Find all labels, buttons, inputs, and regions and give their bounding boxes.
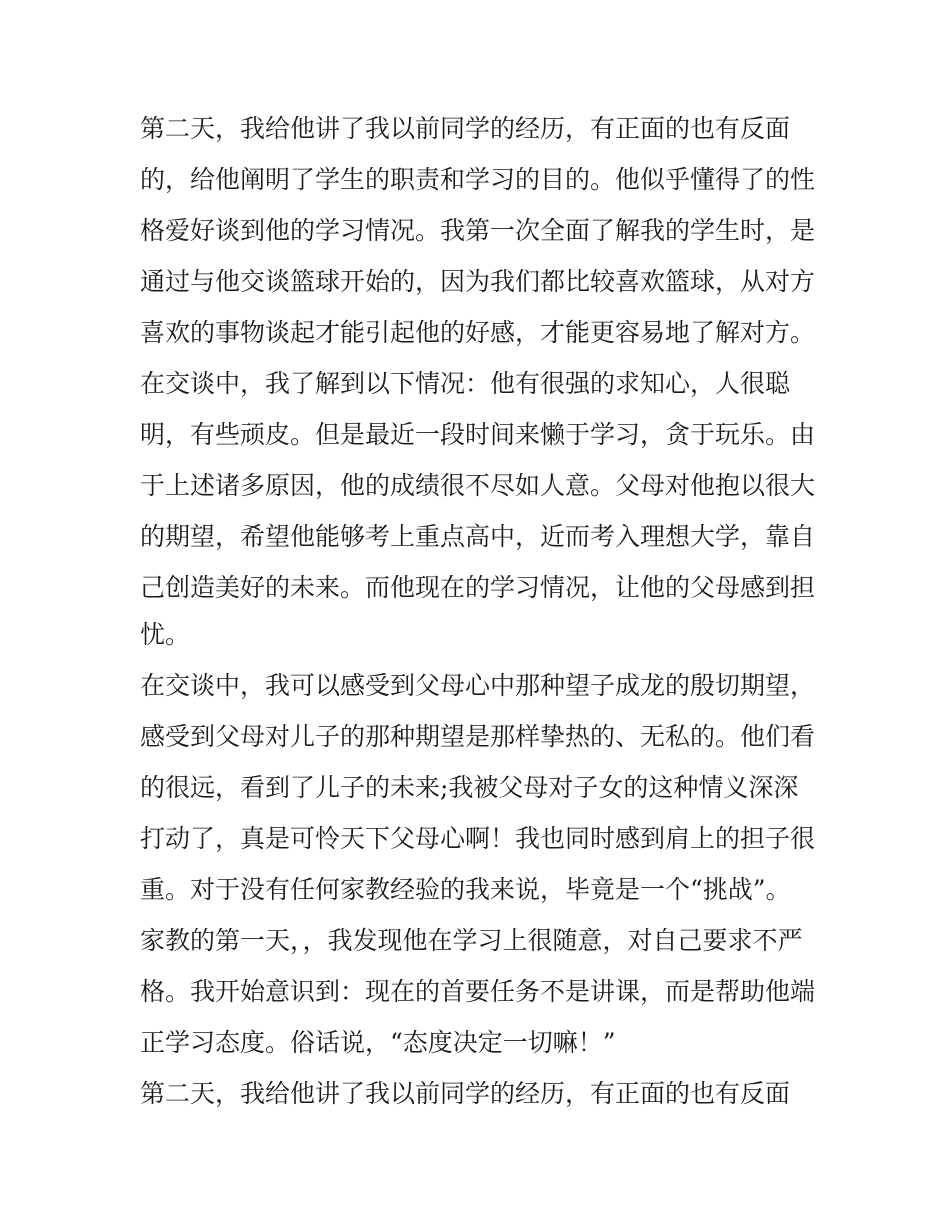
text-line: 家教的第一天，，我发现他在学习上很随意，对自己要求不严 <box>140 926 803 955</box>
text-line: 忧。 <box>140 620 191 649</box>
text-line: 明，有些顽皮。但是最近一段时间来懒于学习，贪于玩乐。由 <box>140 420 816 449</box>
text-line: 正学习态度。俗话说，“态度决定一切嘛！” <box>140 1028 616 1057</box>
text-line: 于上述诸多原因，他的成绩很不尽如人意。父母对他抱以很大 <box>140 471 816 500</box>
text-line: 的，给他阐明了学生的职责和学习的目的。他似乎懂得了的性 <box>140 165 816 194</box>
text-line: 在交谈中，我可以感受到父母心中那种望子成龙的殷切期望， <box>140 671 816 700</box>
text-line: 己创造美好的未来。而他现在的学习情况，让他的父母感到担 <box>140 573 816 602</box>
text-line: 格。我开始意识到：现在的首要任务不是讲课，而是帮助他端 <box>140 977 816 1006</box>
text-line: 的很远，看到了儿子的未来;我被父母对子女的这种情义深深 <box>140 773 799 802</box>
text-line: 的期望，希望他能够考上重点高中，近而考入理想大学，靠自 <box>140 522 816 551</box>
text-line: 感受到父母对儿子的那种期望是那样挚热的、无私的。他们看 <box>140 722 816 751</box>
text-line: 格爱好谈到他的学习情况。我第一次全面了解我的学生时，是 <box>140 216 816 245</box>
text-line: 重。对于没有任何家教经验的我来说，毕竟是一个“挑战”。 <box>140 875 791 904</box>
text-line: 第二天，我给他讲了我以前同学的经历，有正面的也有反面 <box>140 114 791 143</box>
text-line: 打动了，真是可怜天下父母心啊！我也同时感到肩上的担子很 <box>140 824 816 853</box>
text-line: 第二天，我给他讲了我以前同学的经历，有正面的也有反面 <box>140 1079 791 1108</box>
text-line: 在交谈中，我了解到以下情况：他有很强的求知心，人很聪 <box>140 369 791 398</box>
text-line: 通过与他交谈篮球开始的，因为我们都比较喜欢篮球，从对方 <box>140 267 816 296</box>
text-line: 喜欢的事物谈起才能引起他的好感，才能更容易地了解对方。 <box>140 318 816 347</box>
